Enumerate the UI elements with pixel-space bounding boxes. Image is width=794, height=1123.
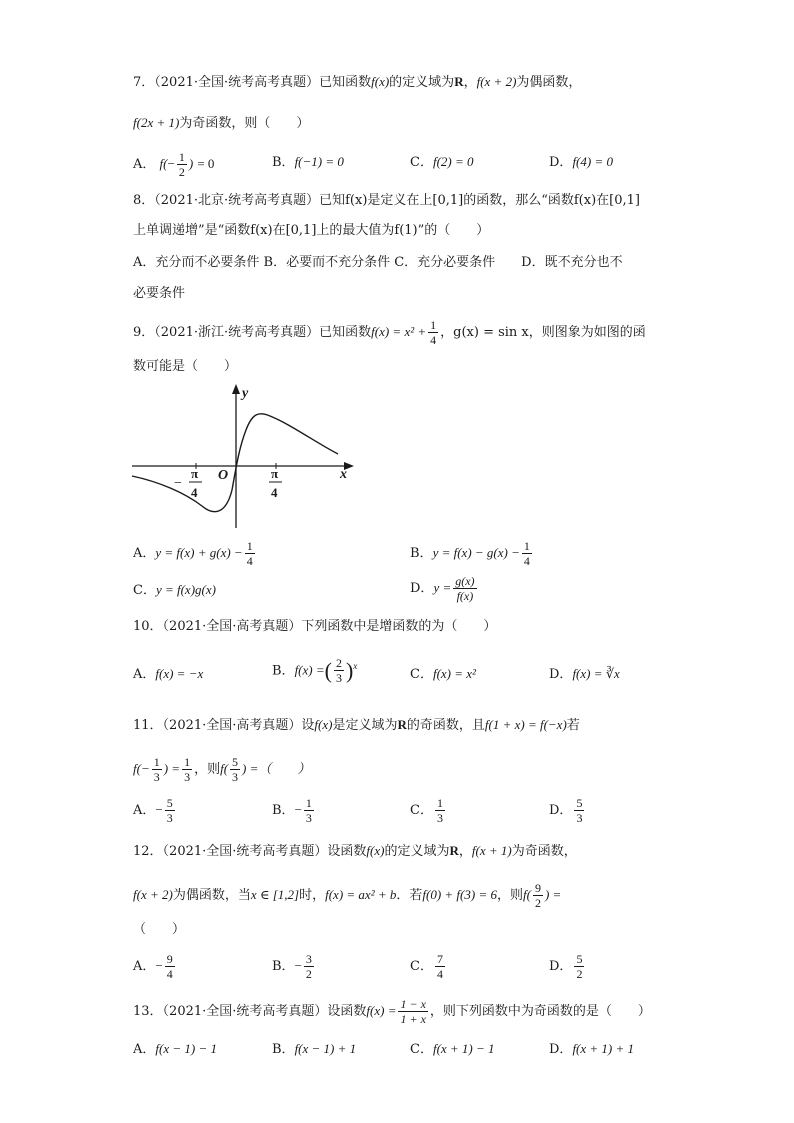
q8-stem: 8．（2021·北京·统考高考真题）已知f(x)是定义在上[0,1]的函数，那么“函数f(x)在[0,1] — [133, 193, 640, 208]
q9-option-b[interactable]: B．y = f(x) − g(x) − $\frac{1}{4}$ — [410, 539, 530, 568]
q12-stem-line2: f(x + 2)为偶函数，当x ∈ [1,2]时，f(x) = ax² + b．若f(0) + f(3) = 6，则f( $\frac{9}{2}$ ) = — [133, 881, 562, 910]
y-axis-label: y — [242, 386, 249, 401]
y-axis-arrow — [232, 384, 240, 394]
q9-option-a[interactable]: A．y = f(x) + g(x) − $\frac{1}{4}$ — [133, 539, 253, 568]
x-axis-label: x — [340, 467, 347, 482]
left-tick-den: 4 — [191, 485, 198, 500]
q9-stem-line2: 数可能是（ ） — [133, 359, 238, 374]
q13-option-a[interactable]: A．f(x − 1) − 1 — [133, 1041, 217, 1057]
right-tick-num: π — [271, 466, 279, 481]
q10-stem: 10．（2021·全国·高考真题）下列函数中是增函数的为（ ） — [133, 619, 497, 634]
q12-stem-line3: （ ） — [133, 922, 186, 937]
q13-option-d[interactable]: D．f(x + 1) + 1 — [549, 1041, 635, 1057]
q12-option-c[interactable]: C． $\frac{7}{4}$ — [410, 952, 443, 981]
q11-option-c[interactable]: C． $\frac{1}{3}$ — [410, 796, 443, 825]
q13-option-c[interactable]: C．f(x + 1) − 1 — [410, 1041, 495, 1057]
q8-options[interactable]: A．充分而不必要条件 B．必要而不充分条件 C．充分必要条件 D．既不充分也不 — [133, 255, 623, 270]
q11-option-d[interactable]: D． $\frac{5}{3}$ — [549, 796, 583, 825]
q12-option-b[interactable]: B．− $\frac{3}{2}$ — [272, 952, 312, 981]
q7-option-a[interactable]: A． f(− $\frac{1}{2}$ ) = 0 — [133, 150, 215, 179]
q8-stem-line2: 上单调递增”是“函数f(x)在[0,1]上的最大值为f(1)”的（ ） — [133, 223, 490, 238]
right-tick-den: 4 — [271, 485, 278, 500]
q9-stem: 9．（2021·浙江·统考高考真题）已知函数f(x) = x² + $\frac{1}{4}$ ，g(x) = sin x，则图象为如图的函 — [133, 318, 646, 347]
q12-option-d[interactable]: D． $\frac{5}{2}$ — [549, 952, 583, 981]
q10-option-c[interactable]: C．f(x) = x² — [410, 666, 476, 682]
q13-option-b[interactable]: B．f(x − 1) + 1 — [272, 1041, 357, 1057]
q7-option-c[interactable]: C．f(2) = 0 — [410, 154, 474, 170]
q9-option-d[interactable]: D．y = $\frac{g(x)}{f(x)}$ — [410, 574, 475, 603]
q12-option-a[interactable]: A．− $\frac{9}{4}$ — [133, 952, 173, 981]
q7-stem-line2: f(2x + 1)为奇函数，则（ ） — [133, 115, 310, 131]
q9-option-c[interactable]: C．y = f(x)g(x) — [133, 582, 216, 598]
q11-option-b[interactable]: B．− $\frac{1}{3}$ — [272, 796, 312, 825]
q11-condition: f(− $\frac{1}{3}$ ) = $\frac{1}{3}$ ，则f( $\frac{5}{3}$ ) =（ ） — [133, 755, 311, 784]
left-tick-num: π — [191, 466, 199, 481]
left-tick-sign: − — [174, 476, 182, 491]
q7-option-b[interactable]: B．f(−1) = 0 — [272, 154, 344, 170]
q10-option-d[interactable]: D．f(x) = ∛x — [549, 666, 620, 682]
q8-options-cont: 必要条件 — [133, 286, 186, 301]
q7-option-d[interactable]: D．f(4) = 0 — [549, 154, 613, 170]
q12-stem: 12．（2021·全国·统考高考真题）设函数f(x)的定义域为R，f(x + 1)为奇函数， — [133, 843, 577, 859]
q10-option-a[interactable]: A．f(x) = −x — [133, 666, 204, 682]
q11-option-a[interactable]: A．− $\frac{5}{3}$ — [133, 796, 173, 825]
q10-option-b[interactable]: B．f(x) =( $\frac{2}{3}$ )$^x$ — [272, 656, 358, 686]
q13-stem: 13．（2021·全国·统考高考真题）设函数f(x) = $\frac{1 - x}{1 + x}$ ，则下列函数中为奇函数的是（ ） — [133, 997, 651, 1026]
q9-graph — [130, 378, 360, 530]
q7-stem: 7．（2021·全国·统考高考真题）已知函数f(x)的定义域为R，f(x + 2)为偶函数， — [133, 74, 582, 90]
origin-label: O — [218, 468, 229, 483]
q11-stem: 11．（2021·全国·高考真题）设f(x)是定义域为R的奇函数，且f(1 + x) = f(−x)若 — [133, 717, 580, 733]
function-curve — [132, 414, 338, 512]
